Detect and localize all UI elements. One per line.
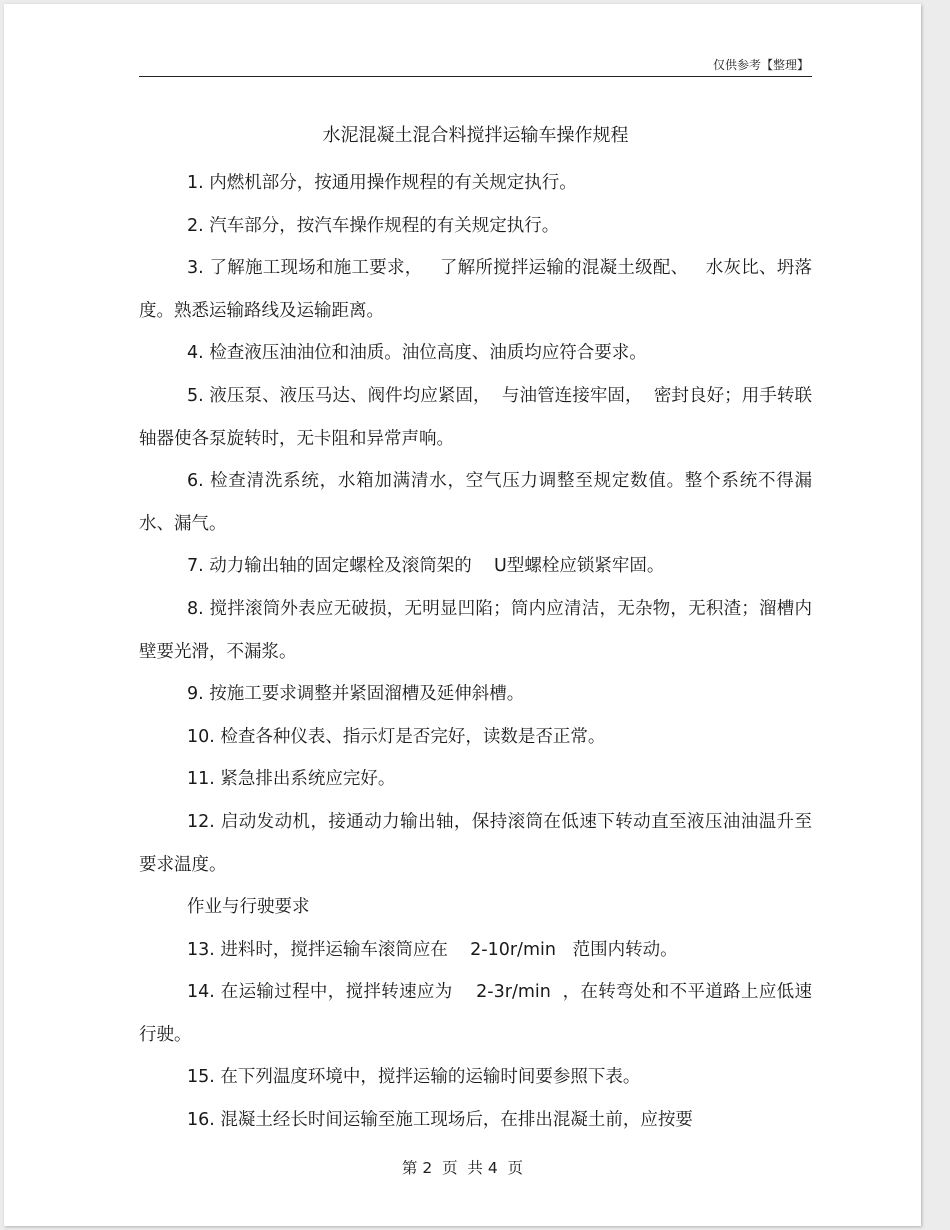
document-title: 水泥混凝土混合料搅拌运输车操作规程 — [322, 125, 629, 146]
paragraph-11: 11. 紧急排出系统应完好。 — [187, 769, 396, 790]
paragraph-2: 2. 汽车部分，按汽车操作规程的有关规定执行。 — [187, 215, 560, 236]
paragraph-1: 1. 内燃机部分，按通用操作规程的有关规定执行。 — [187, 173, 577, 193]
paragraph-14: 14. 在运输过程中，搅拌转速应为 2-3r/min ，在转弯处和不平道路上应低速行驶。 — [139, 982, 812, 1045]
paragraph-3: 3. 了解施工现场和施工要求， 了解所搅拌运输的混凝土级配、 水灰比、坍落度。熟悉运输路线及运输距离。 — [139, 258, 812, 321]
paragraph-10: 10. 检查各种仪表、指示灯是否完好，读数是否正常。 — [187, 726, 606, 747]
document-body — [139, 162, 812, 1142]
header-divider — [139, 76, 812, 77]
paragraph-7: 7. 动力输出轴的固定螺栓及滚筒架的 U型螺栓应锁紧牢固。 — [187, 556, 665, 577]
document-page — [4, 4, 921, 1226]
paragraph-15: 15. 在下列温度环境中，搅拌运输的运输时间要参照下表。 — [187, 1067, 641, 1088]
header-note: 仅供参考【整理】 — [712, 58, 809, 72]
section-heading: 作业与行驶要求 — [187, 897, 310, 918]
paragraph-16: 16. 混凝土经长时间运输至施工现场后，在排出混凝土前，应按要 — [187, 1110, 693, 1131]
paragraph-5: 5. 液压泵、液压马达、阀件均应紧固， 与油管连接牢固， 密封良好；用手转联轴器使各泵旋转时，无卡阻和异常声响。 — [139, 385, 812, 449]
paragraph-13: 13. 进料时，搅拌运输车滚筒应在 2-10r/min 范围内转动。 — [187, 939, 678, 960]
paragraph-8: 8. 搅拌滚筒外表应无破损，无明显凹陷；筒内应清洁，无杂物，无积渣；溜槽内壁要光滑，不漏浆。 — [139, 598, 812, 662]
paragraph-4: 4. 检查液压油油位和油质。油位高度、油质均应符合要求。 — [187, 343, 647, 364]
paragraph-6: 6. 检查清洗系统，水箱加满清水，空气压力调整至规定数值。整个系统不得漏水、漏气。 — [139, 471, 812, 534]
page-number: 第 2 页 共 4 页 — [401, 1159, 524, 1177]
paragraph-9: 9. 按施工要求调整并紧固溜槽及延伸斜槽。 — [187, 684, 525, 705]
paragraph-12: 12. 启动发动机，接通动力输出轴，保持滚筒在低速下转动直至液压油油温升至要求温度。 — [139, 811, 812, 875]
